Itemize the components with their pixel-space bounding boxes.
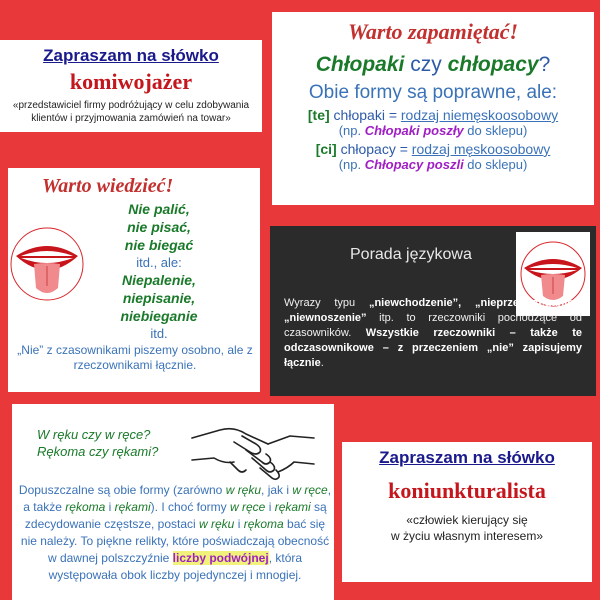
advice-part: itp. to rzeczowniki pochodzące od czasowników. [284, 312, 582, 339]
tip-card-chlopaki [272, 12, 594, 205]
question-connector: czy [404, 53, 448, 76]
rule-word: chłopacy = [336, 141, 412, 157]
question-2: Rękoma czy rękami? [37, 444, 159, 459]
question-1: W ręku czy w ręce? [37, 427, 151, 442]
definition-line-2: w życiu własnym interesem» [390, 529, 544, 543]
word-definition: «przedstawiciel firmy podróżujący w celu zdobywania klientów i przyjmowania zamówień na towar» [12, 100, 250, 124]
noun-example: niebieganie [120, 308, 198, 324]
form-example: rękami [114, 500, 151, 514]
form-example: w ręku [199, 517, 235, 531]
question-line [272, 53, 594, 77]
form-chlopacy: chłopacy [447, 53, 539, 76]
form-example: w ręce [292, 483, 328, 497]
text-part: , jak i [261, 483, 293, 497]
examples-column [84, 200, 234, 342]
word-card-komiwojazer [0, 40, 262, 132]
featured-word: koniunkturalista [388, 478, 546, 503]
example-line-ci [272, 157, 594, 172]
featured-word: komiwojażer [69, 69, 193, 94]
card-title: Porada językowa [350, 246, 472, 263]
form-example: w ręce [230, 500, 266, 514]
question-mark: ? [538, 53, 551, 76]
form-example: rękoma [65, 500, 106, 514]
form-example: rękoma [243, 517, 284, 531]
card-header: Zapraszam na słówko [379, 448, 555, 467]
example-highlight: Chłopaki poszły [364, 123, 464, 138]
rule-word: chłopaki = [329, 107, 401, 123]
word-definition [342, 512, 592, 544]
verb-example: nie pisać, [127, 219, 191, 235]
example-close: do sklepu) [463, 123, 528, 138]
etc-label: itd. [150, 326, 168, 341]
text-part: ). I choć formy [150, 500, 231, 514]
text-part: są zdecydowanie częstsze, postaci [24, 500, 327, 531]
noun-example: Niepalenie, [122, 272, 196, 288]
example-open: (np. [338, 157, 365, 172]
language-advice-card [270, 226, 596, 396]
form-example: w ręku [225, 483, 262, 497]
rule-tag: [ci] [315, 141, 337, 157]
example-highlight: Chłopacy poszli [364, 157, 464, 172]
card-header: Zapraszam na słówko [43, 46, 219, 65]
form-example: rękami [274, 500, 311, 514]
text-part: i [105, 500, 115, 514]
example-open: (np. [338, 123, 365, 138]
card-title: Warto zapamiętać! [347, 19, 519, 44]
rule-line-ci [272, 141, 594, 157]
highlighted-term: liczby podwójnej [172, 551, 269, 565]
handshake-icon [190, 408, 316, 484]
rule-note: „Nie” z czasownikami piszemy osobno, ale z rzeczownikami łącznie. [17, 343, 253, 372]
verb-example: Nie palić, [128, 201, 190, 217]
advice-text [284, 296, 582, 371]
rule-line-te [272, 107, 594, 123]
noun-example: niepisanie, [122, 290, 196, 306]
example-close: do sklepu) [463, 157, 528, 172]
word-card-koniunkturalista [342, 442, 592, 582]
tip-card-nie [8, 168, 260, 392]
card-title: Warto wiedzieć! [42, 175, 174, 197]
advice-part: . [320, 357, 324, 369]
poprawna-polszczyzna-logo [8, 216, 86, 314]
verb-example: nie biegać [124, 237, 194, 253]
text-part: , która występowała obok liczby pojedynczej i mnogiej. [48, 551, 303, 582]
advice-bold: „niewchodzenie”, „nieprzestrzeganie”, „niewnoszenie” [284, 297, 582, 324]
text-part: i [265, 500, 275, 514]
text-part: , a także [23, 483, 332, 514]
example-line-te [272, 123, 594, 138]
form-chlopaki: Chłopaki [315, 53, 405, 76]
advice-part: Wyrazy typu [284, 297, 369, 309]
advice-bold: Wszystkie rzeczowniki – także te odczasownikowe – z przeczeniem „nie” zapisujemy łącznie [284, 327, 582, 369]
rule-tag: [te] [307, 107, 330, 123]
rule-gender: rodzaj męskoosobowy [411, 141, 551, 157]
rule-intro: Obie formy są poprawne, ale: [308, 82, 558, 103]
etc-label: itd., ale: [136, 255, 182, 270]
definition-line-1: «człowiek kierujący się [406, 513, 528, 527]
rule-gender: rodzaj niemęskoosobowy [400, 107, 559, 123]
text-part: i [234, 517, 244, 531]
text-part: Dopuszczalne są obie formy (zarówno [18, 483, 226, 497]
text-part: bać się nie należy. To piękne relikty, które poświadczają obecność w dawnej polszczyźnie [20, 517, 330, 565]
tip-card-w-reku [12, 404, 334, 600]
question-lines [37, 426, 158, 460]
explanation-text [18, 482, 332, 584]
